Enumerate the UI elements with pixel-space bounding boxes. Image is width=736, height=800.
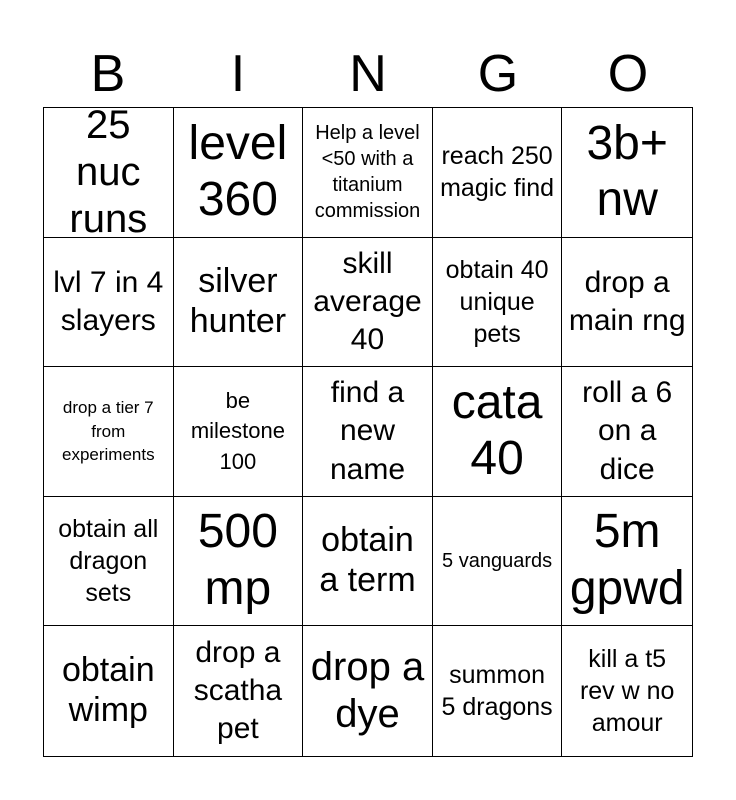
cell-text: 5 vanguards: [442, 550, 553, 573]
bingo-cell[interactable]: [174, 238, 304, 368]
cell-text: level 360: [188, 116, 288, 227]
cell-text: find a new name: [329, 376, 406, 486]
cell-text: reach 250 magic find: [440, 142, 555, 203]
bingo-cell[interactable]: [303, 497, 433, 627]
bingo-cell[interactable]: [44, 497, 174, 627]
cell-text: drop a tier 7 from experiments: [61, 397, 155, 465]
bingo-cell[interactable]: [433, 497, 563, 627]
bingo-cell[interactable]: [44, 626, 174, 756]
bingo-cell[interactable]: [174, 497, 304, 627]
bingo-cell[interactable]: [44, 108, 174, 238]
cell-text: cata 40: [451, 375, 543, 486]
header-letter-i: I: [230, 45, 246, 103]
header-letter-n: N: [349, 45, 387, 103]
bingo-board: [43, 107, 693, 757]
cell-text: obtain all dragon sets: [58, 515, 159, 608]
bingo-cell[interactable]: [562, 367, 692, 497]
bingo-cell[interactable]: [433, 108, 563, 238]
bingo-cell[interactable]: [433, 238, 563, 368]
cell-text: drop a main rng: [568, 265, 686, 337]
header-letter-b: B: [90, 45, 126, 103]
bingo-cell[interactable]: [433, 626, 563, 756]
cell-text: kill a t5 rev w no amour: [579, 645, 675, 738]
bingo-cell[interactable]: [303, 238, 433, 368]
cell-text: 5m gpwd: [569, 505, 685, 616]
header-letter-g: G: [477, 45, 519, 103]
bingo-cell[interactable]: [303, 108, 433, 238]
header-letter-o: O: [607, 45, 649, 103]
cell-text: summon 5 dragons: [441, 661, 553, 722]
cell-text: drop a scatha pet: [193, 636, 283, 746]
cell-text: 500 mp: [197, 505, 278, 616]
cell-text: drop a dye: [310, 645, 425, 737]
bingo-cell[interactable]: [562, 238, 692, 368]
cell-text: be milestone 100: [190, 387, 285, 474]
bingo-cell[interactable]: [562, 626, 692, 756]
cell-text: roll a 6 on a dice: [582, 376, 673, 486]
bingo-cell[interactable]: [562, 497, 692, 627]
bingo-cell[interactable]: [562, 108, 692, 238]
cell-text: 3b+ nw: [586, 116, 668, 227]
bingo-cell[interactable]: [174, 367, 304, 497]
cell-text: silver hunter: [189, 262, 287, 340]
bingo-cell[interactable]: [44, 238, 174, 368]
cell-text: obtain 40 unique pets: [445, 255, 549, 348]
cell-text: skill average 40: [313, 246, 422, 356]
cell-text: obtain wimp: [61, 651, 155, 730]
cell-text: Help a level <50 with a titanium commission: [314, 122, 421, 223]
cell-text: lvl 7 in 4 slayers: [53, 265, 164, 337]
bingo-cell[interactable]: [303, 367, 433, 497]
bingo-cell[interactable]: [44, 367, 174, 497]
bingo-cell[interactable]: [433, 367, 563, 497]
bingo-cell[interactable]: [174, 626, 304, 756]
cell-text: obtain a term: [319, 521, 416, 600]
bingo-cell[interactable]: [174, 108, 304, 238]
cell-text: 25 nuc runs: [69, 108, 148, 238]
bingo-header: [43, 40, 693, 108]
bingo-cell[interactable]: [303, 626, 433, 756]
